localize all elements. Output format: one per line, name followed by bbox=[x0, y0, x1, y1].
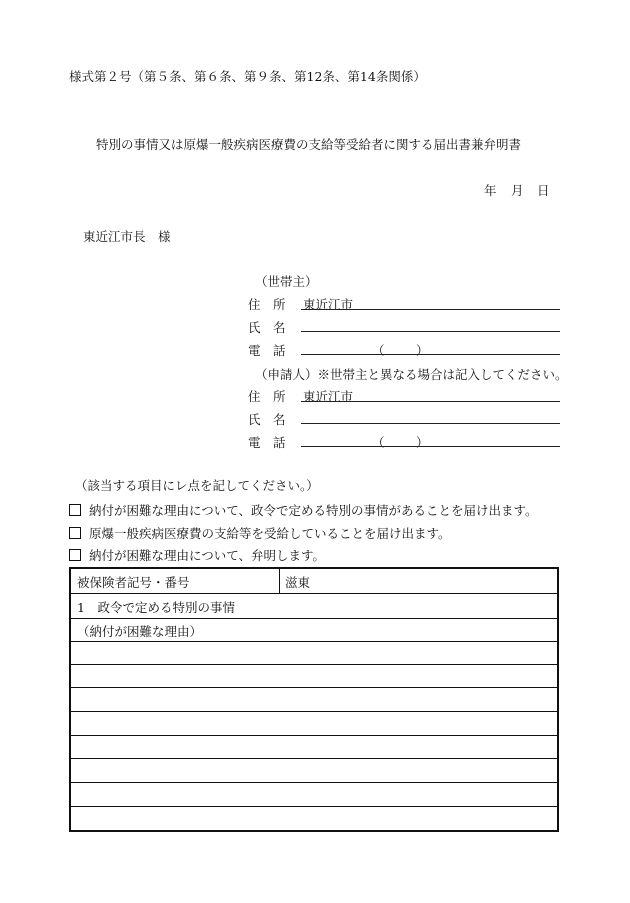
table-row-blank-line[interactable] bbox=[71, 736, 557, 759]
checkbox-row-explanation[interactable] bbox=[69, 546, 325, 564]
date-day-label: 日 bbox=[537, 183, 550, 198]
reason-table bbox=[69, 567, 559, 832]
document-title: 特別の事情又は原爆一般疾病医療費の支給等受給者に関する届出書兼弁明書 bbox=[96, 137, 522, 152]
checkbox-row-special-circumstances[interactable] bbox=[69, 501, 538, 519]
applicant-phone-paren-close: ） bbox=[416, 435, 429, 450]
date-year-label: 年 bbox=[484, 183, 497, 198]
householder-heading: （世帯主） bbox=[255, 274, 318, 289]
householder-name-label: 氏 名 bbox=[248, 320, 286, 335]
table-row-blank-line[interactable] bbox=[71, 688, 557, 712]
householder-name-field[interactable] bbox=[301, 331, 560, 332]
table-row-insured-number bbox=[71, 569, 557, 594]
applicant-heading: （申請人）※世帯主と異なる場合は記入してください。 bbox=[255, 367, 568, 382]
table-row-blank-line[interactable] bbox=[71, 665, 557, 688]
table-row-blank-line[interactable] bbox=[71, 759, 557, 783]
applicant-address-value[interactable]: 東近江市 bbox=[303, 389, 354, 404]
householder-phone-field[interactable] bbox=[301, 354, 560, 355]
column-divider bbox=[279, 569, 280, 593]
reason-label: （納付が困難な理由） bbox=[77, 624, 203, 639]
checkbox-label: 納付が困難な理由について、政令で定める特別の事情があることを届け出ます。 bbox=[89, 503, 538, 518]
checkbox-icon[interactable] bbox=[69, 549, 81, 561]
date-month-label: 月 bbox=[511, 183, 524, 198]
instruction-text: （該当する項目にレ点を記してください。） bbox=[75, 478, 319, 493]
applicant-address-underline bbox=[301, 401, 560, 402]
table-row-reason-label bbox=[71, 619, 557, 642]
householder-address-label: 住 所 bbox=[248, 297, 286, 312]
householder-phone-paren-close: ） bbox=[416, 343, 429, 358]
householder-phone-label: 電 話 bbox=[248, 343, 286, 358]
table-row-blank-line[interactable] bbox=[71, 783, 557, 807]
checkbox-label: 原爆一般疾病医療費の支給等を受給していることを届け出ます。 bbox=[89, 526, 451, 541]
applicant-phone-field[interactable] bbox=[301, 446, 560, 447]
checkbox-label: 納付が困難な理由について、弁明します。 bbox=[89, 548, 326, 563]
applicant-name-label: 氏 名 bbox=[248, 412, 286, 427]
applicant-phone-paren-open: （ bbox=[372, 435, 385, 450]
checkbox-icon[interactable] bbox=[69, 527, 81, 539]
householder-phone-paren-open: （ bbox=[372, 343, 385, 358]
section-title: 1 政令で定める特別の事情 bbox=[77, 600, 235, 615]
applicant-address-label: 住 所 bbox=[248, 389, 286, 404]
checkbox-row-atomic-bomb-medical[interactable] bbox=[69, 524, 451, 542]
householder-address-underline bbox=[301, 309, 560, 310]
insured-number-label: 被保険者記号・番号 bbox=[77, 575, 190, 590]
applicant-name-field[interactable] bbox=[301, 423, 560, 424]
table-row-blank-line[interactable] bbox=[71, 807, 557, 828]
householder-address-value[interactable]: 東近江市 bbox=[303, 297, 354, 312]
table-row-section-title bbox=[71, 594, 557, 619]
addressee: 東近江市長 様 bbox=[83, 229, 171, 244]
table-row-blank-line[interactable] bbox=[71, 712, 557, 736]
form-number: 様式第２号（第５条、第６条、第９条、第12条、第14条関係） bbox=[69, 69, 426, 84]
insured-number-field[interactable]: 滋東 bbox=[285, 575, 311, 590]
table-row-blank-line[interactable] bbox=[71, 642, 557, 665]
applicant-phone-label: 電 話 bbox=[248, 435, 286, 450]
checkbox-icon[interactable] bbox=[69, 504, 81, 516]
